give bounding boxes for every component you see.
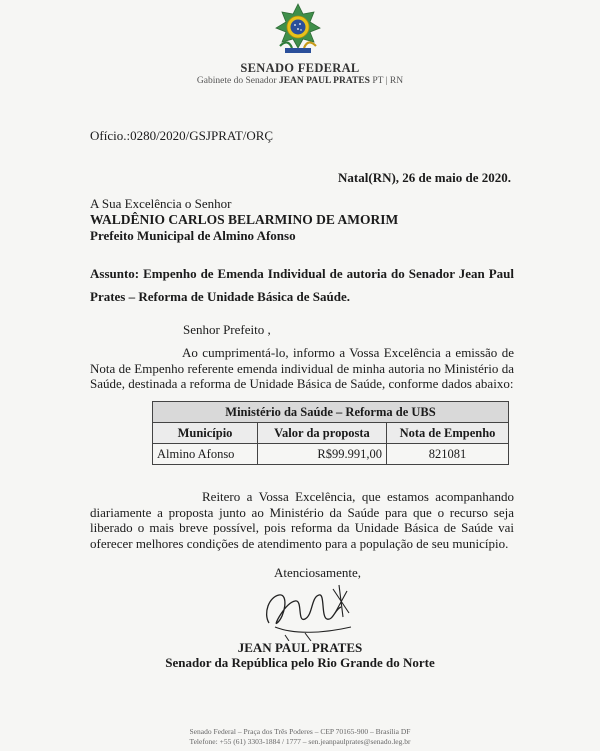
handwritten-signature bbox=[255, 583, 365, 641]
funding-table bbox=[152, 401, 509, 465]
footer-address: Senado Federal – Praça dos Três Poderes – CEP 70165-900 – Brasília DF bbox=[189, 727, 411, 736]
body-paragraph-2 bbox=[90, 489, 514, 551]
institution-title: SENADO FEDERAL bbox=[240, 61, 360, 75]
office-reference: Ofício.:0280/2020/GSJPRAT/ORÇ bbox=[90, 128, 274, 143]
recipient-greeting: A Sua Excelência o Senhor bbox=[90, 196, 232, 211]
cell-municipio: Almino Afonso bbox=[153, 444, 258, 465]
closing: Atenciosamente, bbox=[274, 565, 361, 580]
signer-role: Senador da República pelo Rio Grande do Norte bbox=[165, 655, 435, 670]
paragraph-1-text: Ao cumprimentá-lo, informo a Vossa Excelência a emissão de Nota de Empenho referente emenda individual de minha autoria no Ministério da Saúde, destinada a reforma de Unidade Básica de Saúde, conforme dados abaixo: bbox=[90, 345, 514, 391]
body-paragraph-1 bbox=[90, 345, 514, 392]
footer-contact: Telefone: +55 (61) 3303-1884 / 1777 – sen.jeanpaulprates@senado.leg.br bbox=[189, 737, 411, 746]
recipient-block bbox=[90, 196, 398, 244]
signer-name: JEAN PAUL PRATES bbox=[237, 640, 363, 655]
cabinet-senator: JEAN PAUL PRATES bbox=[278, 76, 370, 86]
salutation: Senhor Prefeito , bbox=[183, 322, 271, 337]
brazil-coat-of-arms-icon bbox=[270, 2, 326, 58]
column-header-valor: Valor da proposta bbox=[258, 423, 387, 444]
recipient-role: Prefeito Municipal de Almino Afonso bbox=[90, 228, 296, 243]
cabinet-line bbox=[0, 76, 600, 86]
recipient-name: WALDÊNIO CARLOS BELARMINO DE AMORIM bbox=[90, 212, 399, 227]
paragraph-2-text: Reitero a Vossa Excelência, que estamos acompanhando diariamente a proposta junto ao Ministério da Saúde para que o recurso seja liberado o mais breve possível, pois reforma da Unidade Básica de Saúde vai oferecer melhores condições de atendimento para a população de seu município. bbox=[90, 489, 514, 551]
table-title: Ministério da Saúde – Reforma de UBS bbox=[153, 402, 509, 423]
cabinet-suffix: PT | RN bbox=[372, 76, 404, 86]
table-row bbox=[153, 444, 509, 465]
column-header-municipio: Município bbox=[153, 423, 258, 444]
cabinet-prefix: Gabinete do Senador bbox=[196, 76, 277, 86]
subject-line: Assunto: Empenho de Emenda Individual de autoria do Senador Jean Paul Prates – Reforma de Unidade Básica de Saúde. bbox=[90, 266, 514, 304]
letter-date: Natal(RN), 26 de maio de 2020. bbox=[338, 170, 511, 185]
cell-valor: R$99.991,00 bbox=[258, 444, 387, 465]
cell-nota: 821081 bbox=[387, 444, 509, 465]
column-header-nota: Nota de Empenho bbox=[387, 423, 509, 444]
